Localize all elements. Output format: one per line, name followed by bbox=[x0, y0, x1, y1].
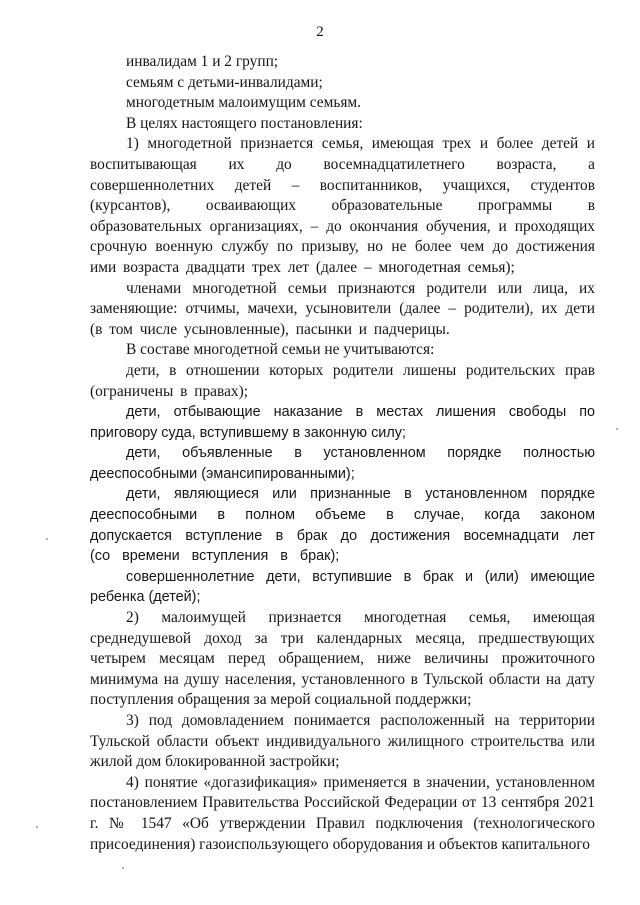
paragraph-purposes: В целях настоящего постановления: bbox=[126, 114, 363, 132]
scan-speck bbox=[46, 538, 48, 540]
paragraph-disabled-groups: инвалидам 1 и 2 групп; bbox=[126, 53, 279, 70]
paragraph-emancipated: дети, объявленные в установленном порядке полностью дееспособными (эмансипированными); bbox=[90, 445, 595, 482]
paragraph-household-definition: 3) под домовладением понимается расположенный на территории Тульской области объект индивидуального жилищного строительства или жилой дом блокированной застройки; bbox=[90, 712, 595, 771]
paragraph-not-counted: В составе многодетной семьи не учитываются: bbox=[126, 341, 435, 359]
scan-speck bbox=[36, 826, 38, 828]
paragraph-capable-by-marriage: дети, являющиеся или признанные в установленном порядке дееспособными в полном объеме в случае, когда законом допускается вступление в брак до достижения восемнадцати лет (со времени вступления в брак); bbox=[90, 486, 595, 565]
paragraph-gasification-definition: 4) понятие «догазификация» применяется в значении, установленном постановлением Правительства Российской Федерации от 13 сентября 2021 г. № 1547 «Об утверждении Правил подключения (технологического присоединения) газоиспользующего оборудования и объектов капитального bbox=[90, 773, 595, 853]
paragraph-deprived-rights: дети, в отношении которых родители лишены родительских прав (ограничены в правах); bbox=[90, 361, 595, 400]
scan-speck bbox=[122, 867, 124, 869]
scan-speck bbox=[616, 428, 618, 430]
paragraph-family-members: членами многодетной семьи признаются родители или лица, их заменяющие: отчимы, мачехи, усыновители (далее – родители), их дети (в том числе усыновленные), пасынки и падчерицы. bbox=[90, 279, 595, 338]
paragraph-married-adults: совершеннолетние дети, вступившие в брак и (или) имеющие ребенка (детей); bbox=[90, 568, 595, 606]
paragraph-low-income-definition: 2) малоимущей признается многодетная семья, имеющая среднедушевой доход за три календарных месяца, предшествующих четырем месяцам перед обращением, ниже величины прожиточного минимума на душу населения, установленного в Тульской области на дату поступления обращения за мерой социальной поддержки; bbox=[90, 609, 595, 709]
paragraph-serving-sentence: дети, отбывающие наказание в местах лишения свободы по приговору суда, вступившему в законную силу; bbox=[90, 404, 595, 441]
paragraph-large-family-definition: 1) многодетной признается семья, имеющая трех и более детей и воспитывающая их до восемнадцатилетнего возраста, а совершеннолетних детей – воспитанников, учащихся, студентов (курсантов), осваивающих образовательные программы в образовательных организациях, – до окончания обучения, и проходящих срочную военную службу по призыву, но не более чем до достижения ими возраста двадцати трех лет (далее – многодетная семья); bbox=[90, 135, 595, 276]
page-number: 2 bbox=[316, 24, 324, 40]
paragraph-low-income-large-families: многодетным малоимущим семьям. bbox=[126, 94, 361, 112]
document-body bbox=[90, 52, 595, 855]
paragraph-families-disabled-children: семьям с детьми-инвалидами; bbox=[126, 73, 323, 91]
